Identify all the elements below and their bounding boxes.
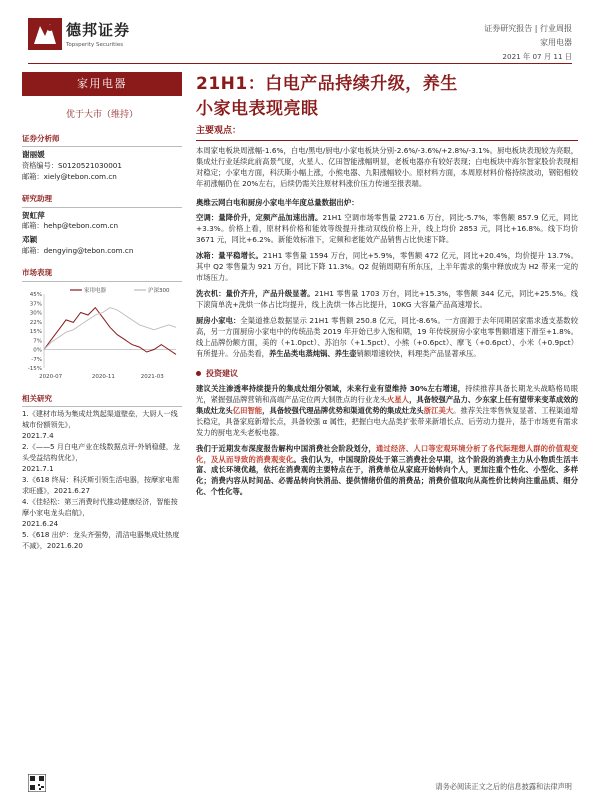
brand-name-en: Topsperity Securities <box>66 42 124 49</box>
analyst-email[interactable]: 邮箱：xiely@tebon.com.cn <box>22 171 117 181</box>
legend-label: 沪深300 <box>148 287 170 294</box>
assistant-name: 贺虹萍 <box>22 210 45 220</box>
analyst-section-title: 证券分析师 <box>22 134 182 148</box>
invest-p2-highlight: 通过经济、人口等宏观环境分析了各代际理想人群的价值观变化，及从而导致的消费观变化 <box>196 443 579 464</box>
wash-text: 21H1 零售量 1703 万台，同比+15.3%，零售额 344 亿元，同比+25.5%。线下滚筒单洗+洗烘一体占比均提升，线上洗烘一体占比提升，10KG 大容量产品高速增长。 <box>196 288 578 309</box>
fridge-label: 冰箱：量平稳增长。 <box>196 251 263 261</box>
wash-label: 洗衣机：量价齐升，产品升级显著。 <box>196 288 315 298</box>
related-item[interactable]: 1.《建材市场为集成灶筑起渠道壁垒，大厨人一线城市份额领先》， <box>22 409 178 430</box>
x-tick-label: 2020-07 <box>39 373 63 380</box>
left-sidebar <box>22 72 182 552</box>
y-tick-label: 22% <box>29 319 42 326</box>
related-item[interactable]: 2.《——5 月白电产业在线数据点评-外销稳健，龙头受益结构优化》， <box>22 442 180 463</box>
series-line-sector <box>44 307 176 354</box>
kitchen-label: 厨房小家电： <box>196 315 241 325</box>
related-section-title: 相关研究 <box>22 394 182 408</box>
invest-p1-bold-2: ，具备较强产品力、少东家上任有望带来变革成效的集成灶龙头 <box>196 394 579 415</box>
invest-paragraph-1 <box>196 384 578 439</box>
intro-paragraph: 本周家电板块周涨幅-1.6%，白电/黑电/厨电/小家电板块分别-2.6%/-3.6%/+2.8%/-3.1%。厨电板块表现较为亮眼，集成灶行业延续此前高景气度，火星人、亿田智能涨幅明显，老板电器亦有较好表现；白电板块中海尔智家股价表现相对稳定；小家电方面，科沃斯小幅上涨，小熊电器、九阳涨幅较小。原材料方面，本周原材料价格持续波动，钢铝相较年初涨幅仍在 20%左右，后续仍需关注原材料涨价压力传递至报表端。 <box>196 146 578 188</box>
industry-label: 家用电器 <box>22 72 182 96</box>
assistant-email[interactable]: 邮箱：hehp@tebon.com.cn <box>22 221 119 231</box>
invest-heading <box>196 368 578 379</box>
y-tick-label: 7% <box>33 338 42 345</box>
report-date: 2021 年 07 月 11 日 <box>502 52 572 61</box>
invest-p1-bold-3: ，具备较强代理品牌优势和渠道优势的集成灶龙头 <box>262 405 424 415</box>
brand <box>66 20 130 50</box>
brand-name-cn: 德邦证券 <box>66 21 131 39</box>
assistant-email[interactable]: 邮箱：dengying@tebon.com.cn <box>22 245 134 255</box>
y-tick-label: -15% <box>27 365 42 372</box>
related-item: 2021.6.24 <box>22 519 59 529</box>
series-line-index <box>44 307 176 349</box>
y-tick-label: 0% <box>33 347 42 354</box>
related-item[interactable]: 5.《618 出炉：龙头齐强势，清洁电器集成灶热度不减》，2021.6.20 <box>22 530 180 551</box>
ac-text: 21H1 空调市场零售量 2721.6 万台，同比-5.7%，零售额 857.9 亿元，同比+3.3%。价格上看，原材料价格和能效等级提升推动双线价格上升，线上均价 2853 元，同比+16.8%。线下均价 3671 元，同比+6.2%。新能效标准下，定频和老能效产品销售占比快速下降。 <box>196 213 578 245</box>
ac-paragraph <box>196 213 578 246</box>
stock-highlight: 浙江美大 <box>423 405 454 415</box>
main-content <box>196 72 578 498</box>
title-line-1: 21H1：白电产品持续升级，养生 <box>196 74 458 94</box>
related-item: 2021.7.4 <box>22 431 54 441</box>
y-tick-label: 37% <box>29 301 42 308</box>
market-section-title: 市场表现 <box>22 268 182 282</box>
report-sector: 家用电器 <box>540 38 572 48</box>
footer-disclaimer: 请务必阅读正文之后的信息披露和法律声明 <box>435 782 572 791</box>
invest-p2-bold: 我们于近期发布深度报告解构中国消费社会阶段划分， <box>196 443 376 453</box>
assistant-name: 邓颖 <box>22 234 38 244</box>
kitchen-paragraph <box>196 316 578 360</box>
invest-p1-bold: 建议关注渗透率持续提升的集成灶细分领域，未来行业有望维持 30%左右增速， <box>196 383 466 393</box>
x-tick-label: 2021-03 <box>140 373 164 380</box>
kitchen-text: 全渠道推总数据显示 21H1 零售额 250.8 亿元，同比-8.6%。一方面源于去年同期居家需求透支基数较高，另一方面厨房小家电中的传统品类 2019 年开始已步入饱和期，19 年传统厨房小家电零售额增速下滑至+1.8%。线上品牌份额方面，美的（+1.0pct）、苏泊尔（+1.5pct）、小熊（+0.6pct）、摩飞（+0.6pct）、小米（+0.9pct）有所提升。分品类看， <box>196 315 579 358</box>
key-points-heading: 主要观点： <box>196 125 578 141</box>
qr-code-icon <box>28 774 46 792</box>
data-subheading: 奥维云网白电和厨房小家电半年度总量数据出炉： <box>196 197 359 207</box>
analyst-name: 谢丽媛 <box>22 150 45 160</box>
stock-highlight: 亿田智能 <box>232 405 263 415</box>
ac-label: 空调：量降价升，定频产品加速出清。 <box>196 213 323 223</box>
company-logo-icon <box>28 18 62 50</box>
x-tick-label: 2020-11 <box>91 373 115 380</box>
kitchen-tail: 销额增速较快，料理类产品显著承压。 <box>356 348 481 358</box>
invest-heading-text: 投资建议 <box>206 368 238 378</box>
market-chart <box>22 286 182 382</box>
y-tick-label: 30% <box>29 310 42 317</box>
y-tick-label: -7% <box>31 356 42 363</box>
kitchen-highlight: 养生品类电蒸炖锅、养生壶 <box>268 348 357 358</box>
related-item[interactable]: 4.《佳轻松：第三消费时代推动健康经济，智能按摩小家电龙头启航》， <box>22 497 178 518</box>
invest-p2-text: 。我们认为，中国现阶段处于第三消费社会早期，这个阶段的消费主力从小物质生活丰富、成长环境优越，依托在消费观的主要特点在于，消费单位从家庭开始转向个人，更加注重个性化、小型化、多样化；消费内容从时间品、必需品转向快消品、提供情绪价值的消费品；消费价值取向从高性价比转向注重品质、细分化、个性化等。 <box>196 454 578 497</box>
y-tick-label: 45% <box>29 291 42 298</box>
header-divider <box>28 63 572 64</box>
bullet-icon <box>196 371 201 376</box>
report-meta <box>484 22 572 51</box>
wash-paragraph <box>196 289 578 311</box>
report-type: 证券研究报告 | 行业周报 <box>484 24 572 33</box>
market-performance-chart <box>22 286 182 382</box>
assistant-section-title: 研究助理 <box>22 194 182 208</box>
fridge-text: 21H1 零售量 1594 万台，同比+5.9%，零售额 472 亿元，同比+20.4%，均价提升 13.7%。其中 Q2 零售量为 921 万台，同比下降 11.3%。Q2 促销周期有所东压，上半年需求的集中释放成为 H2 带来一定的市场压力。 <box>196 251 578 282</box>
invest-p1-text: 持续推荐具备长期龙头战略格局眼光，紧握强品牌营销和高端产品定位两大制胜点的行业龙头 <box>196 383 578 404</box>
stock-highlight: 火星人 <box>387 394 410 404</box>
fridge-paragraph <box>196 251 578 284</box>
y-tick-label: 15% <box>29 328 42 335</box>
title-line-2: 小家电表现亮眼 <box>196 98 319 119</box>
rating-label: 优于大市（维持） <box>65 110 138 120</box>
analyst-cert: 资格编号：S0120521030001 <box>22 161 122 171</box>
invest-paragraph-2 <box>196 444 578 499</box>
related-item[interactable]: 3.《618 终局：科沃斯引领生活电器，按摩家电需求旺盛》，2021.6.27 <box>22 475 180 496</box>
invest-p1-tail: 。推荐关注零售恢复显著、工程渠道增长稳定，具备家庭新增长点，具备较强 α 属性，把握白电大品类扩张带来新增长点、后劳动力提升，基于市场更有需求发力的厨电龙头老板电器。 <box>196 405 579 437</box>
related-list <box>22 409 182 552</box>
report-title <box>196 72 578 121</box>
legend-label: 家用电器 <box>84 287 107 294</box>
related-item: 2021.7.1 <box>22 464 54 474</box>
